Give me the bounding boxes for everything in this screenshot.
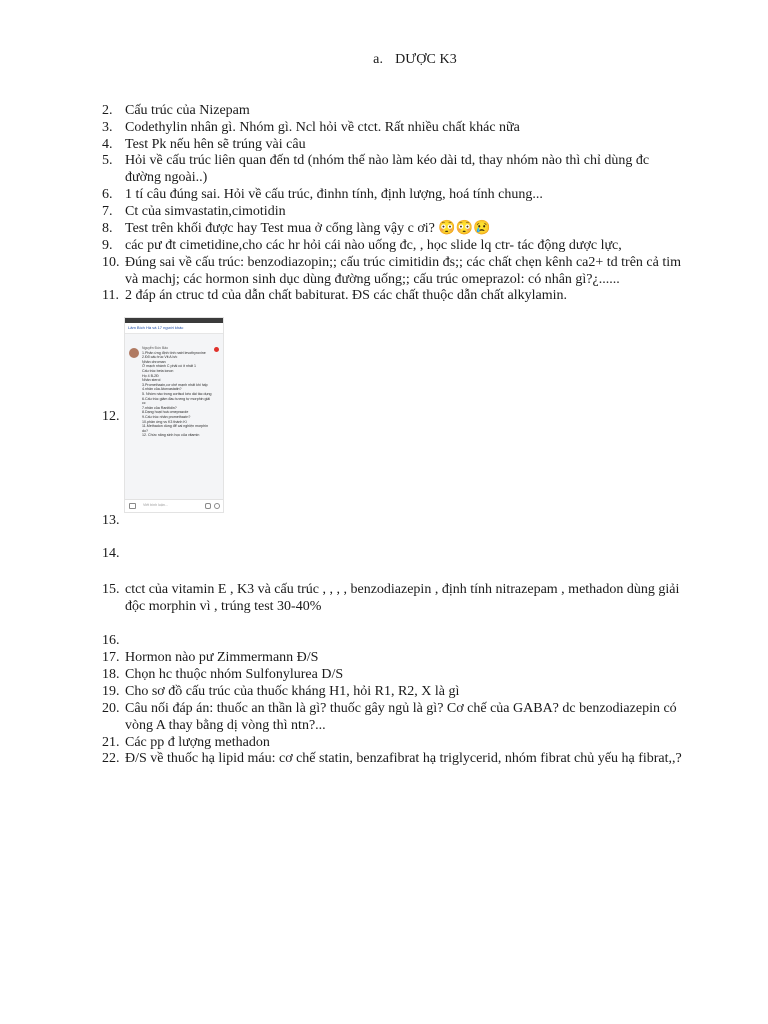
question-number: 3. — [102, 120, 113, 135]
list-marker: a. — [373, 52, 384, 67]
chat-header: Lâm Bích Hà và 17 người khác — [125, 323, 223, 334]
question-item — [102, 667, 682, 684]
question-item — [102, 701, 682, 734]
question-item — [102, 120, 682, 137]
question-number: 4. — [102, 137, 113, 152]
question-item — [102, 221, 682, 238]
message-line: 1.Phản ứng định tính natri levothyroxine — [142, 350, 206, 355]
question-item — [102, 650, 682, 667]
camera-icon — [129, 503, 136, 509]
question-number: 18. — [102, 667, 120, 682]
question-item — [102, 137, 682, 154]
question-item — [102, 684, 682, 701]
question-item — [102, 255, 682, 288]
question-number: 20. — [102, 701, 120, 716]
question-number: 2. — [102, 103, 113, 118]
message-line: 3.Promethazin,cơ chế mạnh nhất khi hấp — [142, 382, 208, 387]
question-number: 8. — [102, 221, 113, 236]
comment-input-bar — [125, 499, 223, 512]
question-text: Hormon nào pư Zimmermann Đ/S — [125, 650, 319, 665]
question-number: 21. — [102, 735, 120, 750]
question-text: Codethylin nhân gì. Nhóm gì. Ncl hỏi về ctct. Rất nhiều chất khác nữa — [125, 120, 520, 135]
question-item — [102, 735, 682, 752]
message-line: 11.Methadon dùng để cai nghiện morphin do? — [142, 424, 209, 433]
message-line: 6.Cấu trúc giảm đau tương tự morphin giải cc — [142, 396, 211, 406]
question-number: 9. — [102, 238, 113, 253]
comment-placeholder: Viết bình luận... — [143, 503, 168, 507]
message-line: 8.Dạng hoạt hoá omeprazole — [142, 410, 189, 415]
message-line: Nhân steroi — [142, 378, 161, 383]
question-number: 5. — [102, 153, 113, 168]
message-line: Họ 4 B-2Đ — [142, 373, 159, 378]
question-text: 1 tí câu đúng sai. Hỏi về cấu trúc, đinhn tính, định lượng, hoá tính chung... — [125, 187, 543, 202]
question-number: 22. — [102, 751, 120, 766]
question-item — [102, 751, 682, 768]
question-text: Câu nối đáp án: thuốc an thần là gì? thuốc gây ngủ là gì? Cơ chế của GABA? dc benzodiazepin có vòng A thay bằng dị vòng thì ntn?... — [125, 701, 677, 733]
question-text: Đúng sai về cấu trúc: benzodiazopin;; cấu trúc cimitidin đs;; các chất chẹn kênh ca2+ td trên cả tim và machj; các hormon sinh dục dùng đường uống;; cấu trúc omeprazol: có nhân gì?¿...... — [125, 255, 682, 287]
message-line: 9.Cấu trúc nhân promethazin? — [142, 414, 191, 419]
question-text: ctct của vitamin E , K3 và cấu trúc , , , , benzodiazepin , định tính nitrazepam , methadon dùng giải độc morphin vì , trúng test 30-40% — [125, 582, 680, 614]
question-text: Cho sơ đồ cấu trúc của thuốc kháng H1, hỏi R1, R2, X là gì — [125, 684, 460, 699]
message-line: 12. Chức năng sinh học của vitamin — [142, 433, 200, 438]
message-line: 10.phản ứng vs K3 thành Ki — [142, 419, 187, 424]
message-line: 2.Đổ cấu trúc Vit A b/c — [142, 355, 178, 360]
question-number: 19. — [102, 684, 120, 699]
question-text: Đ/S về thuốc hạ lipid máu: cơ chế statin, benzafibrat hạ triglycerid, nhóm fibrat chủ yếu hạ fibrat,,? — [125, 751, 682, 766]
question-text: Chọn hc thuộc nhóm Sulfonylurea D/S — [125, 667, 344, 682]
question-number: 14. — [102, 546, 120, 561]
question-text: Hỏi về cấu trúc liên quan đến td (nhóm thế nào làm kéo dài td, thay nhóm nào thì chỉ dùng đc đường ngoài..) — [125, 153, 650, 185]
question-text: Test trên khối được hay Test mua ở cổng làng vậy c ơi? 😳😳😢 — [125, 221, 491, 236]
message-line: Cấu trúc beta ionon — [142, 368, 174, 373]
question-item — [102, 204, 682, 221]
title-text: DƯỢC K3 — [395, 52, 457, 67]
question-text: Test Pk nếu hên sẽ trúng vài câu — [125, 137, 306, 152]
question-text: Các pp đ lượng methadon — [125, 735, 270, 750]
emoji-icon — [214, 503, 220, 509]
chat-message — [142, 346, 214, 438]
message-line: 5. Nhóm nào trong cortisol kéo dài tác dụng — [142, 391, 212, 396]
question-number: 7. — [102, 204, 113, 219]
question-number: 6. — [102, 187, 113, 202]
embedded-chat-screenshot — [124, 317, 224, 513]
message-line: 7.nhân của Ranitidin? — [142, 405, 177, 410]
question-number: 12. — [102, 409, 120, 424]
question-text: các pư đt cimetidine,cho các hr hỏi cái nào uống đc, , học slide lq ctr- tác động dược lực, — [125, 238, 622, 253]
document-title — [0, 52, 768, 68]
question-text: Cấu trúc của Nizepam — [125, 103, 250, 118]
question-item — [102, 103, 682, 120]
question-item — [102, 238, 682, 255]
question-number: 10. — [102, 255, 120, 270]
question-number: 17. — [102, 650, 120, 665]
question-item — [102, 288, 682, 305]
message-line: 4.nhân của Atorvastatin? — [142, 387, 182, 392]
question-text: 2 đáp án ctruc td của dẫn chất babiturat. ĐS các chất thuộc dẫn chất alkylamin. — [125, 288, 567, 303]
question-number: 15. — [102, 582, 120, 597]
message-sender: Nguyễn Đức Bảo — [142, 346, 169, 350]
sticker-icon — [205, 503, 211, 509]
question-number: 13. — [102, 513, 120, 528]
question-number: 11. — [102, 288, 119, 303]
question-item — [102, 153, 682, 186]
question-number: 16. — [102, 633, 120, 648]
message-line: Ở mạch nhánh C phải có ít nhất 1 — [142, 364, 197, 369]
question-text: Ct của simvastatin,cimotidin — [125, 204, 286, 219]
message-line: Nhân chroman — [142, 359, 166, 364]
avatar — [129, 348, 139, 358]
notification-badge — [214, 347, 219, 352]
question-item — [102, 582, 682, 615]
question-item — [102, 187, 682, 204]
